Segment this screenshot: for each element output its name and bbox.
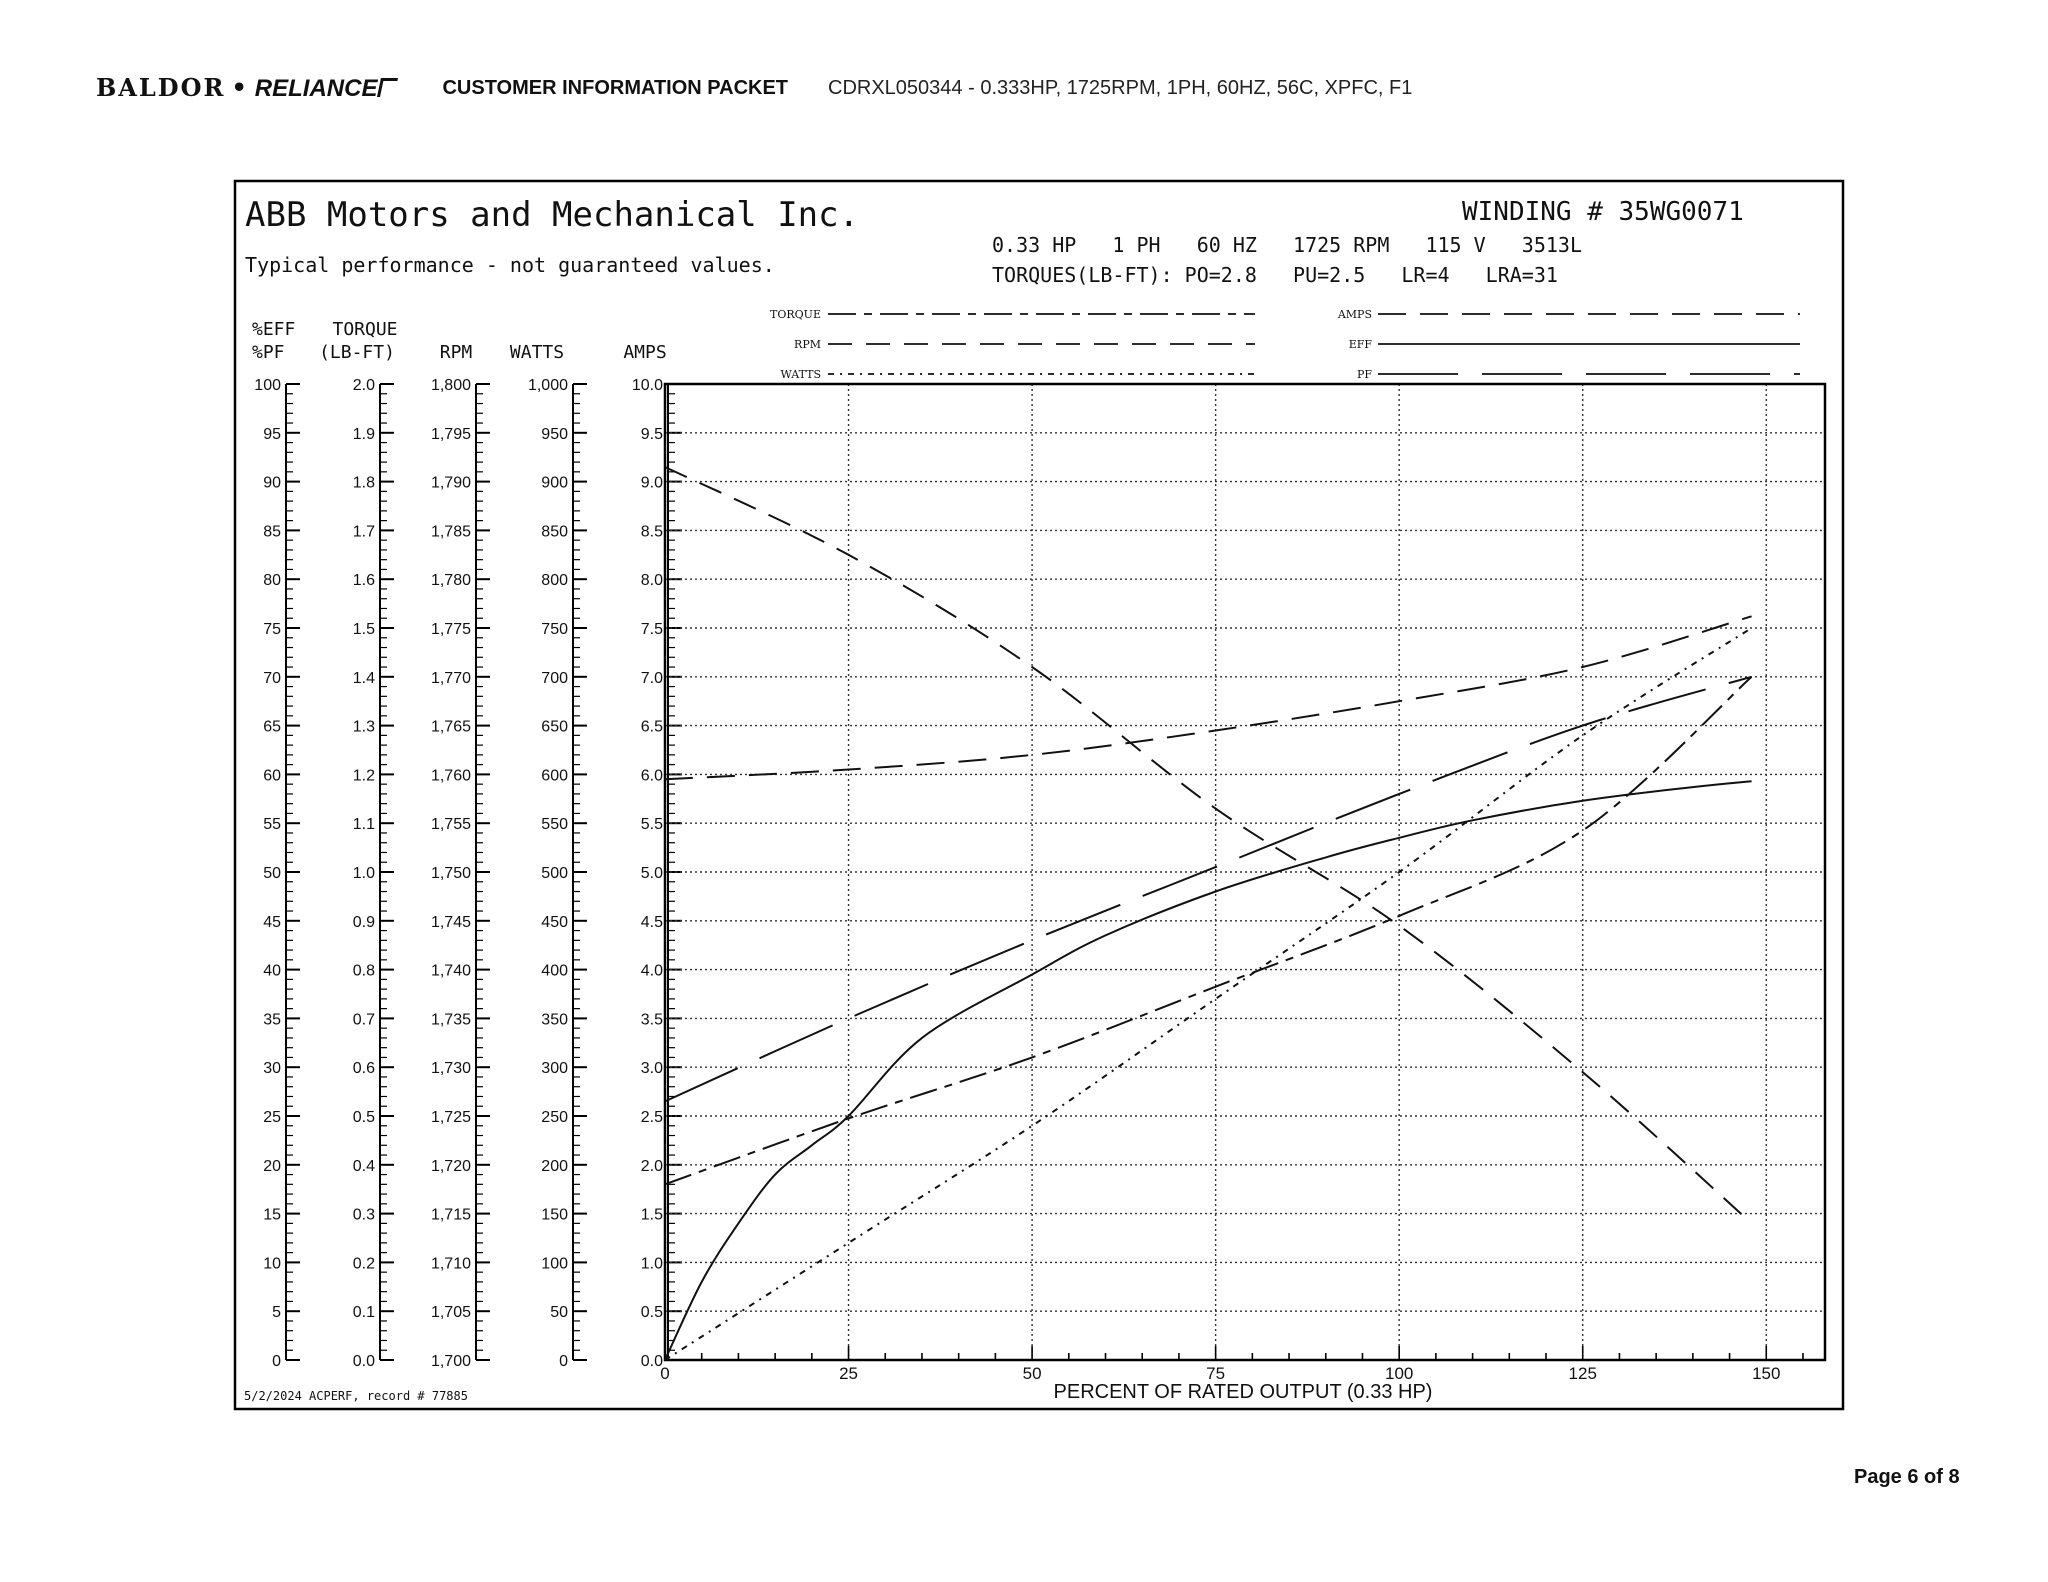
specs-line: 0.33 HP 1 PH 60 HZ 1725 RPM 115 V 3513L [992,233,1583,257]
x-tick-label: 150 [1752,1364,1781,1383]
torque-tick-label: 0.8 [352,962,375,980]
amps-tick-label: 5.5 [640,816,663,834]
x-tick-label: 100 [1384,1364,1414,1383]
model-line: CDRXL050344 - 0.333HP, 1725RPM, 1PH, 60HZ, 56C, XPFC, F1 [828,76,1413,99]
eff_pf-tick-label: 45 [263,913,281,931]
value-scales [252,319,682,1370]
torques-line: TORQUES(LB-FT): PO=2.8 PU=2.5 LR=4 LRA=31 [992,263,1558,287]
series-lines [665,467,1752,1360]
legend-label-eff: EFF [1348,338,1372,351]
watts-tick-label: 200 [541,1157,568,1175]
watts-tick-label: 150 [541,1206,568,1224]
eff_pf-tick-label: 40 [263,962,281,980]
legend-label-watts: WATTS [780,368,821,381]
rpm-tick-label: 1,715 [430,1206,471,1224]
rpm-tick-label: 1,790 [430,474,471,492]
torque-unit-header: (LB-FT) [319,342,395,363]
rpm-tick-label: 1,800 [430,377,471,394]
rpm-tick-label: 1,755 [430,816,471,834]
watts-tick-label: 450 [541,913,568,931]
eff_pf-tick-label: 30 [263,1060,281,1078]
eff_pf-tick-label: 0 [272,1353,281,1370]
amps-tick-label: 1.5 [640,1206,663,1224]
watts-tick-label: 350 [541,1011,568,1029]
torque-tick-label: 1.5 [352,621,375,638]
eff_pf-tick-label: 95 [263,425,281,443]
x-tick-label: 75 [1206,1364,1226,1383]
x-tick-label: 125 [1568,1364,1597,1383]
watts-tick-label: 850 [541,523,568,541]
packet-title: CUSTOMER INFORMATION PACKET [442,76,789,99]
torque-tick-label: 0.4 [352,1157,375,1175]
amps-tick-label: 2.5 [640,1109,663,1126]
eff_pf-tick-label: 60 [263,767,281,785]
watts-tick-label: 700 [541,669,568,687]
rpm-tick-label: 1,700 [430,1353,471,1370]
amps-tick-label: 4.0 [640,962,663,980]
x-axis [660,1346,1803,1383]
eff_pf-tick-label: 75 [263,621,281,638]
eff_pf-tick-label: 25 [263,1109,281,1126]
watts-tick-label: 250 [541,1109,568,1126]
torque-tick-label: 1.1 [352,816,375,834]
rpm-tick-label: 1,720 [430,1157,471,1175]
amps-tick-label: 3.0 [640,1060,663,1078]
eff_pf-tick-label: 5 [272,1304,281,1322]
torque-tick-label: 1.4 [352,669,375,687]
x-axis-label: PERCENT OF RATED OUTPUT (0.33 HP) [1053,1381,1433,1403]
rpm-header: RPM [439,342,473,363]
series-line-watts [665,628,1752,1360]
company-name: ABB Motors and Mechanical Inc. [245,195,860,235]
eff_pf-tick-label: 20 [263,1157,281,1175]
rpm-tick-label: 1,745 [430,913,471,931]
rpm-tick-label: 1,705 [430,1304,471,1322]
amps-tick-label: 8.0 [640,572,663,590]
x-tick-label: 25 [839,1364,859,1383]
watts-tick-label: 300 [541,1060,568,1078]
rpm-tick-label: 1,740 [430,962,471,980]
torque-tick-label: 1.0 [352,865,375,882]
rpm-tick-label: 1,780 [430,572,471,590]
amps-tick-label: 5.0 [640,865,663,882]
series-line-torque [665,677,1752,1185]
watts-tick-label: 900 [541,474,568,492]
torque-header: TORQUE [332,319,398,340]
eff_pf-tick-label: 55 [263,816,281,834]
x-tick-label: 50 [1022,1364,1042,1383]
legend-label-amps: AMPS [1337,308,1372,321]
rpm-tick-label: 1,750 [430,865,471,882]
eff-header: %EFF [252,319,296,340]
amps-tick-label: 8.5 [640,523,663,541]
eff_pf-tick-label: 35 [263,1011,281,1029]
series-line-eff [665,781,1752,1360]
grid [665,384,1825,1360]
torque-tick-label: 0.1 [352,1304,375,1322]
eff_pf-tick-label: 50 [263,865,281,882]
torque-tick-label: 1.7 [352,523,375,541]
amps-tick-label: 9.0 [640,474,663,492]
amps-tick-label: 7.0 [640,669,663,687]
brand-logo: BALDOR • RELIANCE [96,73,396,103]
rpm-tick-label: 1,785 [430,523,471,541]
amps-tick-label: 0.0 [640,1353,663,1370]
subtitle: Typical performance - not guaranteed values. [245,253,775,277]
page-number: Page 6 of 8 [1854,1466,1960,1488]
eff_pf-tick-label: 80 [263,572,281,590]
torque-tick-label: 1.2 [352,767,375,785]
amps-tick-label: 3.5 [640,1011,663,1029]
amps-tick-label: 10.0 [631,377,663,394]
watts-tick-label: 550 [541,816,568,834]
watts-tick-label: 800 [541,572,568,590]
rpm-tick-label: 1,775 [430,621,471,638]
record-line: 5/2/2024 ACPERF, record # 77885 [244,1389,468,1403]
torque-tick-label: 1.3 [352,718,375,736]
torque-tick-label: 0.2 [352,1255,375,1273]
watts-tick-label: 600 [541,767,568,785]
eff_pf-tick-label: 10 [263,1255,281,1273]
eff_pf-tick-label: 70 [263,669,281,687]
rpm-tick-label: 1,765 [430,718,471,736]
series-line-amps [665,616,1752,779]
series-line-rpm [665,467,1752,1223]
watts-header: WATTS [509,342,565,363]
eff_pf-tick-label: 100 [254,377,281,394]
torque-tick-label: 0.5 [352,1109,375,1126]
winding-number: WINDING # 35WG0071 [1462,197,1744,227]
amps-tick-label: 0.5 [640,1304,663,1322]
rpm-tick-label: 1,725 [430,1109,471,1126]
legend-label-pf: PF [1356,368,1372,381]
x-tick-label: 0 [660,1364,670,1383]
legend-label-rpm: RPM [794,338,821,351]
watts-tick-label: 650 [541,718,568,736]
amps-tick-label: 1.0 [640,1255,663,1273]
torque-tick-label: 0.9 [352,913,375,931]
series-line-pf [665,677,1752,1102]
eff_pf-tick-label: 90 [263,474,281,492]
watts-tick-label: 400 [541,962,568,980]
eff_pf-tick-label: 65 [263,718,281,736]
amps-tick-label: 6.5 [640,718,663,736]
torque-tick-label: 0.3 [352,1206,375,1224]
watts-tick-label: 0 [559,1353,568,1370]
torque-tick-label: 0.0 [352,1353,375,1370]
watts-tick-label: 1,000 [527,377,568,394]
rpm-tick-label: 1,735 [430,1011,471,1029]
watts-tick-label: 500 [541,865,568,882]
amps-header: AMPS [623,342,667,363]
amps-tick-label: 7.5 [640,621,663,638]
amps-tick-label: 6.0 [640,767,663,785]
rpm-tick-label: 1,795 [430,425,471,443]
amps-tick-label: 4.5 [640,913,663,931]
rpm-tick-label: 1,760 [430,767,471,785]
torque-tick-label: 1.9 [352,425,375,443]
rpm-tick-label: 1,770 [430,669,471,687]
legend-label-torque: TORQUE [770,308,821,321]
eff_pf-tick-label: 85 [263,523,281,541]
torque-tick-label: 1.8 [352,474,375,492]
amps-tick-label: 2.0 [640,1157,663,1175]
amps-tick-label: 9.5 [640,425,663,443]
watts-tick-label: 50 [550,1304,568,1322]
torque-tick-label: 0.6 [352,1060,375,1078]
rpm-tick-label: 1,710 [430,1255,471,1273]
torque-tick-label: 0.7 [352,1011,375,1029]
torque-tick-label: 2.0 [352,377,375,394]
rpm-tick-label: 1,730 [430,1060,471,1078]
torque-tick-label: 1.6 [352,572,375,590]
legend [770,308,1800,381]
eff_pf-tick-label: 15 [263,1206,281,1224]
watts-tick-label: 100 [541,1255,568,1273]
watts-tick-label: 950 [541,425,568,443]
pf-header: %PF [252,342,285,363]
watts-tick-label: 750 [541,621,568,638]
